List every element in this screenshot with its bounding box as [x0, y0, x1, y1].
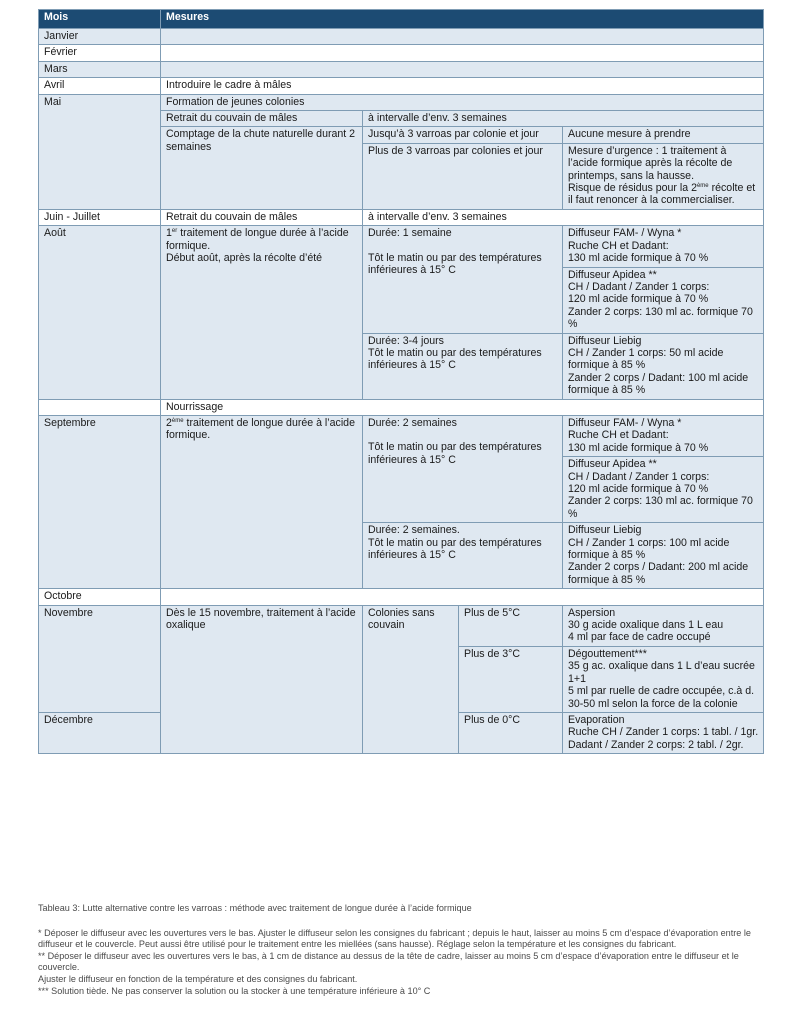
spray-method: Aspersion 30 g acide oxalique dans 1 L eau 4 ml par face de cadre occupé: [563, 605, 764, 646]
table-caption: Tableau 3: Lutte alternative contre les varroas : méthode avec traitement de longue durée à l’acide formique: [38, 903, 472, 913]
aug-treatment-num: 1: [166, 227, 172, 240]
sep-apidea-diffuser: Diffuseur Apidea ** CH / Dadant / Zander 1 corps: 120 ml acide formique à 70 % Zander 2 corps: 130 ml ac. formique 70 %: [563, 457, 764, 523]
month-april: Avril: [39, 78, 161, 94]
sep-treatment-num: 2: [166, 416, 172, 429]
aug-fam-diffuser: Diffuseur FAM- / Wyna * Ruche CH et Dadant: 130 ml acide formique à 70 %: [563, 226, 764, 267]
aug-treatment: [161, 226, 363, 399]
header-measures: Mesures: [161, 10, 764, 29]
aug-duration-1: [363, 226, 563, 333]
month-march: Mars: [39, 61, 161, 77]
month-september: Septembre: [39, 415, 161, 588]
measure-empty: [161, 61, 764, 77]
measure-drone-removal: Retrait du couvain de mâles: [161, 209, 363, 225]
urgent-text: Mesure d’urgence : 1 traitement à l’acide formique après la récolte de printemps, sans la hausse.: [568, 144, 733, 182]
row-april: [39, 78, 764, 94]
table-header-row: [39, 10, 764, 29]
risk-text-start: Risque de résidus pour la 2: [568, 182, 697, 195]
row-september: [39, 415, 764, 456]
measure-empty: [161, 29, 764, 45]
measure-empty: [161, 589, 764, 605]
oxalic-treatment: Dès le 15 novembre, traitement à l’acide oxalique: [161, 605, 363, 753]
temp-above-5: Plus de 5°C: [459, 605, 563, 646]
temp-above-0: Plus de 0°C: [459, 712, 563, 753]
footnote-2: ** Déposer le diffuseur avec les ouvertures vers le bas, à 1 cm de distance au dessus de la tête de cadre, laisser au moins 5 cm d’espace d’évaporation entre le diffuseur et le couvercle.: [38, 950, 739, 973]
row-november: [39, 605, 764, 646]
row-january: [39, 29, 764, 45]
urgent-measure: [563, 143, 764, 209]
threshold-high: Plus de 3 varroas par colonies et jour: [363, 143, 563, 209]
row-march: [39, 61, 764, 77]
sep-treatment: [161, 415, 363, 588]
sep-fam-diffuser: Diffuseur FAM- / Wyna * Ruche CH et Dadant: 130 ml acide formique à 70 %: [563, 415, 764, 456]
header-month: Mois: [39, 10, 161, 29]
sep-treatment-text: traitement de longue durée à l’acide formique.: [166, 416, 355, 442]
row-february: [39, 45, 764, 61]
aug-duration-1-label: Durée: 1 semaine: [368, 227, 452, 240]
aug-treatment-time: Début août, après la récolte d’été: [166, 252, 323, 265]
month-august: Août: [39, 226, 161, 399]
aug-duration-1-morning: Tôt le matin ou par des températures inférieures à 15° C: [368, 251, 542, 277]
row-october: [39, 589, 764, 605]
month-january: Janvier: [39, 29, 161, 45]
row-june-july: [39, 209, 764, 225]
row-may: [39, 94, 764, 110]
sep-duration-2: Durée: 2 semaines. Tôt le matin ou par des températures inférieures à 15° C: [363, 523, 563, 589]
row-feeding: [39, 399, 764, 415]
sep-liebig-diffuser: Diffuseur Liebig CH / Zander 1 corps: 100 ml acide formique à 85 % Zander 2 corps / Dadant: 200 ml acide formique à 85 %: [563, 523, 764, 589]
varroa-treatment-sheet: [38, 9, 763, 754]
aug-treatment-text: traitement de longue durée à l’acide formique.: [166, 227, 349, 252]
aug-duration-2: Durée: 3-4 jours Tôt le matin ou par des températures inférieures à 15° C: [363, 333, 563, 399]
broodless-colonies: Colonies sans couvain: [363, 605, 459, 753]
month-october: Octobre: [39, 589, 161, 605]
month-february: Février: [39, 45, 161, 61]
footnote-2b: Ajuster le diffuseur en fonction de la température et des consignes du fabricant.: [38, 973, 358, 984]
measure-interval: à intervalle d’env. 3 semaines: [363, 111, 764, 127]
measure-interval: à intervalle d’env. 3 semaines: [363, 209, 764, 225]
drip-method: Dégouttement*** 35 g ac. oxalique dans 1 L d’eau sucrée 1+1 5 ml par ruelle de cadre occupée, c.à d. 30-50 ml selon la force de la colonie: [563, 646, 764, 712]
measure-drone-removal: Retrait du couvain de mâles: [161, 111, 363, 127]
month-december: Décembre: [39, 712, 161, 753]
aug-liebig-diffuser: Diffuseur Liebig CH / Zander 1 corps: 50 ml acide formique à 85 % Zander 2 corps / Dadant: 100 ml acide formique à 85 %: [563, 333, 764, 399]
month-june-july: Juin - Juillet: [39, 209, 161, 225]
measure-feeding: Nourrissage: [161, 399, 764, 415]
measure-young-colonies: Formation de jeunes colonies: [161, 94, 764, 110]
row-august: [39, 226, 764, 267]
table-notes: [38, 903, 768, 997]
threshold-low: Jusqu’à 3 varroas par colonie et jour: [363, 127, 563, 143]
no-action: Aucune mesure à prendre: [563, 127, 764, 143]
risk-text-end: récolte et il faut renoncer à la commercialiser.: [568, 182, 756, 207]
footnote-3: *** Solution tiède. Ne pas conserver la solution ou la stocker à une température inférieure à 10° C: [38, 985, 431, 996]
risk-superscript: ème: [696, 183, 709, 190]
sep-duration-1: [363, 415, 563, 522]
month-november: Novembre: [39, 605, 161, 712]
aug-apidea-diffuser: Diffuseur Apidea ** CH / Dadant / Zander 1 corps: 120 ml acide formique à 70 % Zander 2 corps: 130 ml ac. formique 70 %: [563, 267, 764, 333]
sep-duration-1-label: Durée: 2 semaines: [368, 416, 457, 429]
month-may: Mai: [39, 94, 161, 209]
month-empty: [39, 399, 161, 415]
measure-count-drop: Comptage de la chute naturelle durant 2 semaines: [161, 127, 363, 209]
aug-treatment-sup: er: [171, 228, 178, 235]
measure-april: Introduire le cadre à mâles: [161, 78, 764, 94]
measure-empty: [161, 45, 764, 61]
temp-above-3: Plus de 3°C: [459, 646, 563, 712]
evaporation-method: Evaporation Ruche CH / Zander 1 corps: 1 tabl. / 1gr. Dadant / Zander 2 corps: 2 tabl. / 2gr.: [563, 712, 764, 753]
footnote-1: * Déposer le diffuseur avec les ouvertures vers le bas. Ajuster le diffuseur selon les consignes du fabricant ; depuis le haut, laisser au moins 5 cm d’espace d’évaporation entre le diffuseur et le couvercle. Peut aussi être utilisé pour le traitement entre les miellées (sans hausse). Réglage selon la température et les consignes du fabricant.: [38, 927, 751, 950]
treatment-table: [38, 9, 764, 754]
sep-duration-1-morning: Tôt le matin ou par des températures inférieures à 15° C: [368, 441, 542, 466]
sep-treatment-sup: ème: [171, 417, 184, 424]
